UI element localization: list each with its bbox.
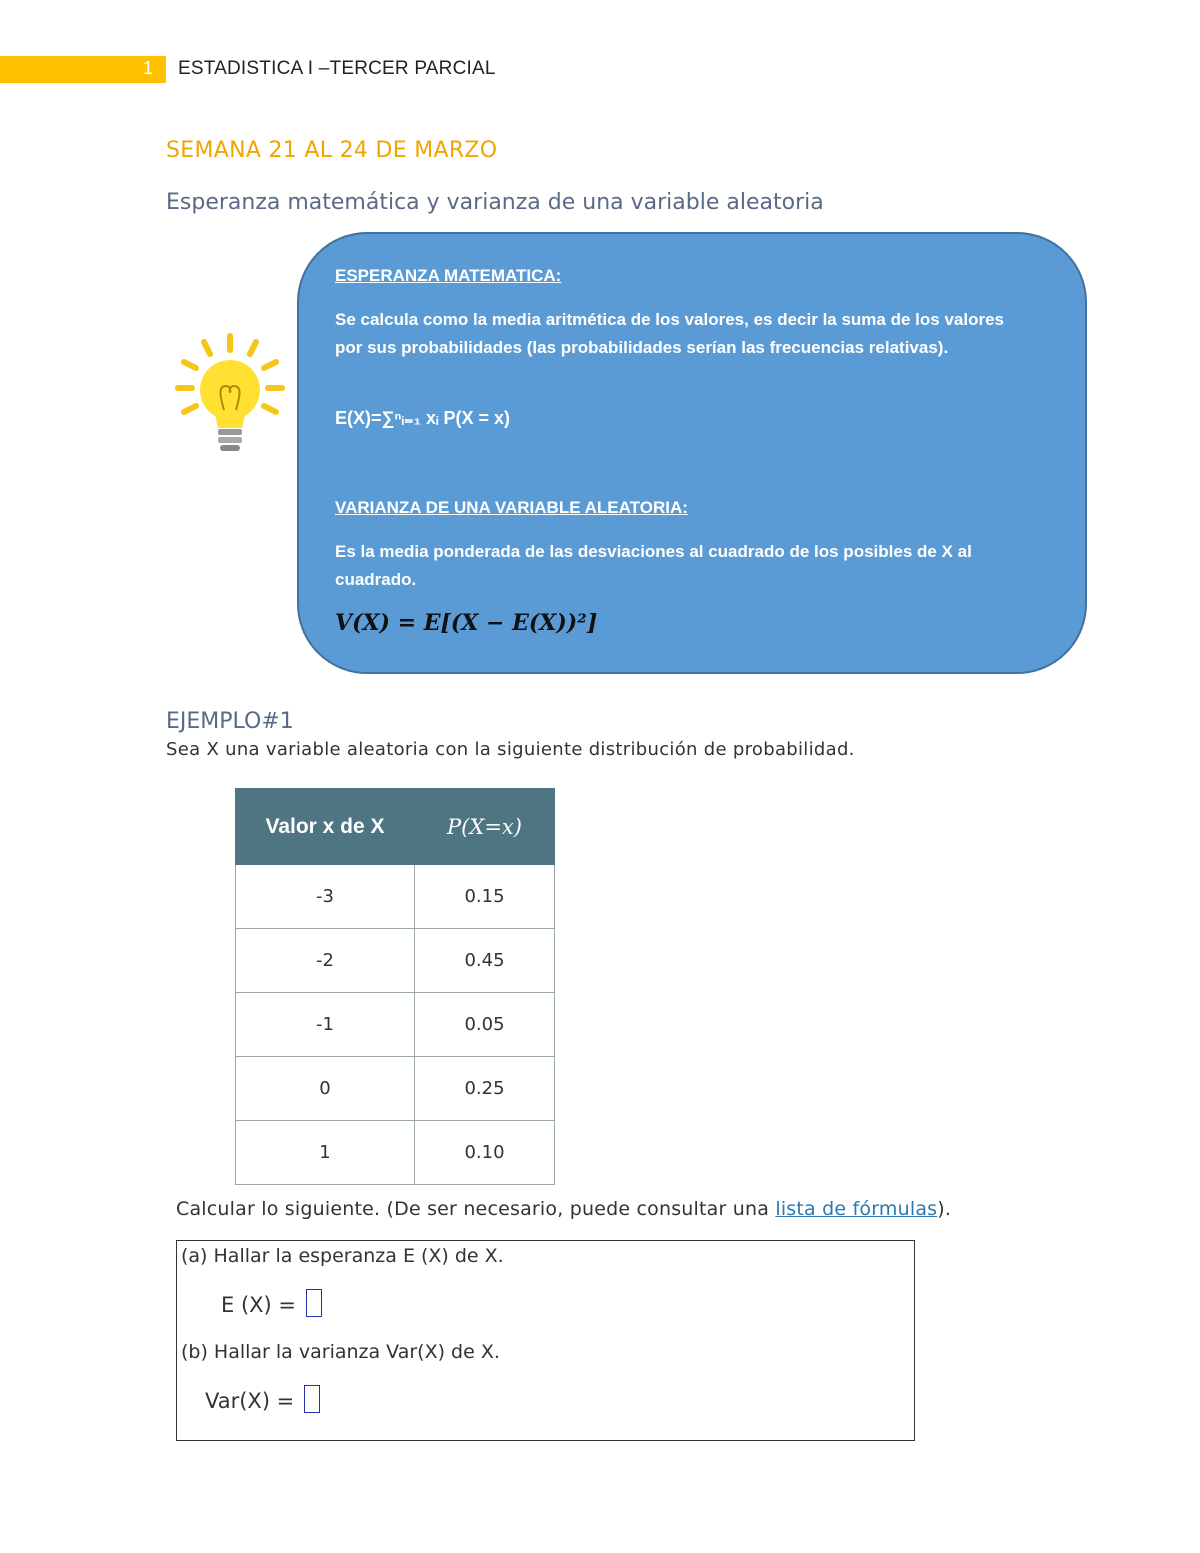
formula-list-link[interactable]: lista de fórmulas: [775, 1198, 938, 1220]
varianza-heading: VARIANZA DE UNA VARIABLE ALEATORIA:: [335, 498, 688, 517]
answer-a-row: [221, 1289, 322, 1317]
page-number: 1: [142, 58, 153, 78]
answer-b-row: [205, 1385, 320, 1413]
table-row: [236, 993, 555, 1057]
table-header-value: Valor x de X: [236, 789, 415, 865]
esperanza-heading: ESPERANZA MATEMATICA:: [335, 266, 562, 285]
answer-b-label: Var(X) =: [205, 1389, 295, 1413]
topic-heading: Esperanza matemática y varianza de una variable aleatoria: [166, 190, 824, 215]
calc-suffix: ).: [937, 1198, 952, 1220]
answer-a-label: E (X) =: [221, 1293, 296, 1317]
table-cell-value: -2: [236, 929, 415, 993]
table-row: [236, 929, 555, 993]
example-intro: Sea X una variable aleatoria con la siguiente distribución de probabilidad.: [166, 739, 855, 760]
lightbulb-icon: [174, 332, 286, 460]
table-cell-value: -1: [236, 993, 415, 1057]
table-cell-probability: 0.10: [415, 1121, 555, 1185]
table-cell-value: 0: [236, 1057, 415, 1121]
calc-prefix: Calcular lo siguiente. (De ser necesario, puede consultar una: [176, 1198, 776, 1220]
question-a: (a) Hallar la esperanza E (X) de X.: [181, 1245, 504, 1267]
table-row: [236, 865, 555, 929]
calculate-instruction: [176, 1198, 951, 1220]
table-cell-probability: 0.45: [415, 929, 555, 993]
table-row: [236, 1057, 555, 1121]
question-b: (b) Hallar la varianza Var(X) de X.: [181, 1341, 500, 1363]
table-cell-value: 1: [236, 1121, 415, 1185]
table-cell-value: -3: [236, 865, 415, 929]
table-cell-probability: 0.25: [415, 1057, 555, 1121]
esperanza-text: Se calcula como la media aritmética de los valores, es decir la suma de los valores por sus probabilidades (las probabilidades serían las frecuencias relativas).: [335, 310, 1004, 357]
table-cell-probability: 0.15: [415, 865, 555, 929]
table-header-probability: P(X=x): [415, 789, 555, 865]
table-row: [236, 1121, 555, 1185]
document-header-title: ESTADISTICA I –TERCER PARCIAL: [178, 58, 496, 79]
table-cell-probability: 0.05: [415, 993, 555, 1057]
questions-box: [176, 1240, 915, 1441]
esperanza-formula: E(X)=∑ⁿᵢ₌₁ xᵢ P(X = x): [335, 408, 511, 428]
answer-a-input[interactable]: [306, 1289, 322, 1317]
example-title: EJEMPLO#1: [166, 709, 294, 734]
answer-b-input[interactable]: [304, 1385, 320, 1413]
week-heading: SEMANA 21 AL 24 DE MARZO: [166, 138, 498, 163]
definitions-callout: [297, 232, 1087, 674]
varianza-text: Es la media ponderada de las desviaciones al cuadrado de los posibles de X al cuadrado.: [335, 542, 972, 589]
probability-distribution-table: [235, 788, 555, 1185]
varianza-formula: V(X) = E[(X − E(X))²]: [335, 610, 598, 636]
